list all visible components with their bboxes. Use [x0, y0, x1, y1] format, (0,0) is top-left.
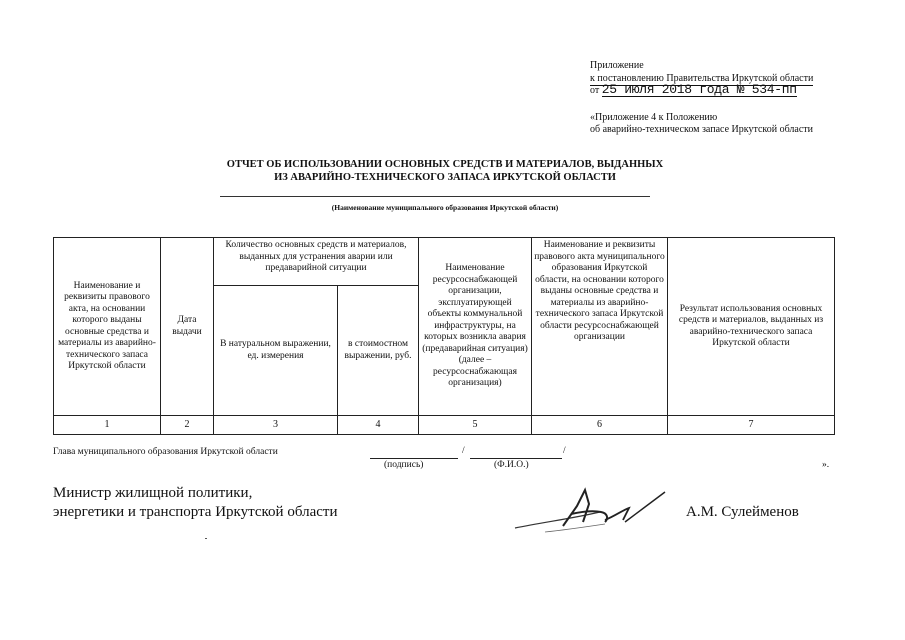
- report-title-line-1: ОТЧЕТ ОБ ИСПОЛЬЗОВАНИИ ОСНОВНЫХ СРЕДСТВ И МАТЕРИАЛОВ, ВЫДАННЫХ: [226, 159, 664, 170]
- col-header-legal-act: Наименование и реквизиты правового акта, на основании которого выданы основные средства и материалы из аварийно-технического запаса Иркутской области: [54, 238, 161, 416]
- fio-caption: (Ф.И.О.): [494, 460, 529, 470]
- col-header-resource-org: Наименование ресурсоснабжающей организации, эксплуатирующей объекты коммунальной инфраструктуры, на которых возникла авария (предаварийная ситуация) (далее – ресурсоснабжающая организация): [419, 238, 532, 416]
- municipality-name-line: [220, 196, 650, 197]
- column-number: 1: [54, 416, 161, 435]
- column-number: 2: [161, 416, 214, 435]
- appendix-date-prefix: от: [590, 85, 600, 96]
- closing-quote: ».: [822, 460, 830, 470]
- appendix-line-1: Приложение: [590, 60, 644, 71]
- minister-title-line-2: энергетики и транспорта Иркутской области: [53, 504, 338, 520]
- appendix-line-3: [590, 84, 797, 97]
- report-table: [53, 237, 835, 435]
- municipality-name-caption: (Наименование муниципального образования Иркутской области): [331, 203, 559, 212]
- handwritten-signature: [505, 482, 675, 538]
- minister-name: А.М. Сулейменов: [686, 504, 799, 520]
- appendix-decree-text: к постановлению Правительства Иркутской области: [590, 73, 814, 84]
- signature-slash-2: /: [563, 446, 566, 456]
- col-header-issue-date: Дата выдачи: [161, 238, 214, 416]
- scan-speck: [205, 538, 207, 539]
- col-header-quantity-group: Количество основных средств и материалов, выданных для устранения аварии или предаварийной ситуации: [214, 238, 419, 286]
- column-number: 5: [419, 416, 532, 435]
- signature-line: [370, 458, 458, 459]
- col-header-value-rub: в стоимостном выражении, руб.: [338, 286, 419, 416]
- report-title-line-2: ИЗ АВАРИЙНО-ТЕХНИЧЕСКОГО ЗАПАСА ИРКУТСКОЙ ОБЛАСТИ: [274, 172, 616, 183]
- col-header-municipal-act: Наименование и реквизиты правового акта муниципального образования Иркутской области, на основании которого выданы основные средства и материалы из аварийно-технического запаса Иркутской области ресурсоснабжающей организации: [532, 238, 668, 416]
- minister-title-line-1: Министр жилищной политики,: [53, 485, 253, 501]
- column-number: 7: [668, 416, 835, 435]
- head-of-municipality-label: Глава муниципального образования Иркутской области: [53, 447, 278, 457]
- col-header-usage-result: Результат использования основных средств и материалов, выданных из аварийно-технического запаса Иркутской области: [668, 238, 835, 416]
- signature-slash-1: /: [462, 446, 465, 456]
- appendix-line-4: «Приложение 4 к Положению: [590, 112, 718, 123]
- col-header-natural-units: В натуральном выражении, ед. измерения: [214, 286, 338, 416]
- appendix-decree-date-number: 25 июля 2018 года № 534-пп: [601, 82, 797, 97]
- appendix-line-5: об аварийно-техническом запасе Иркутской области: [590, 124, 814, 135]
- column-number: 6: [532, 416, 668, 435]
- fio-line: [470, 458, 562, 459]
- column-number: 3: [214, 416, 338, 435]
- signature-caption: (подпись): [384, 460, 424, 470]
- column-number: 4: [338, 416, 419, 435]
